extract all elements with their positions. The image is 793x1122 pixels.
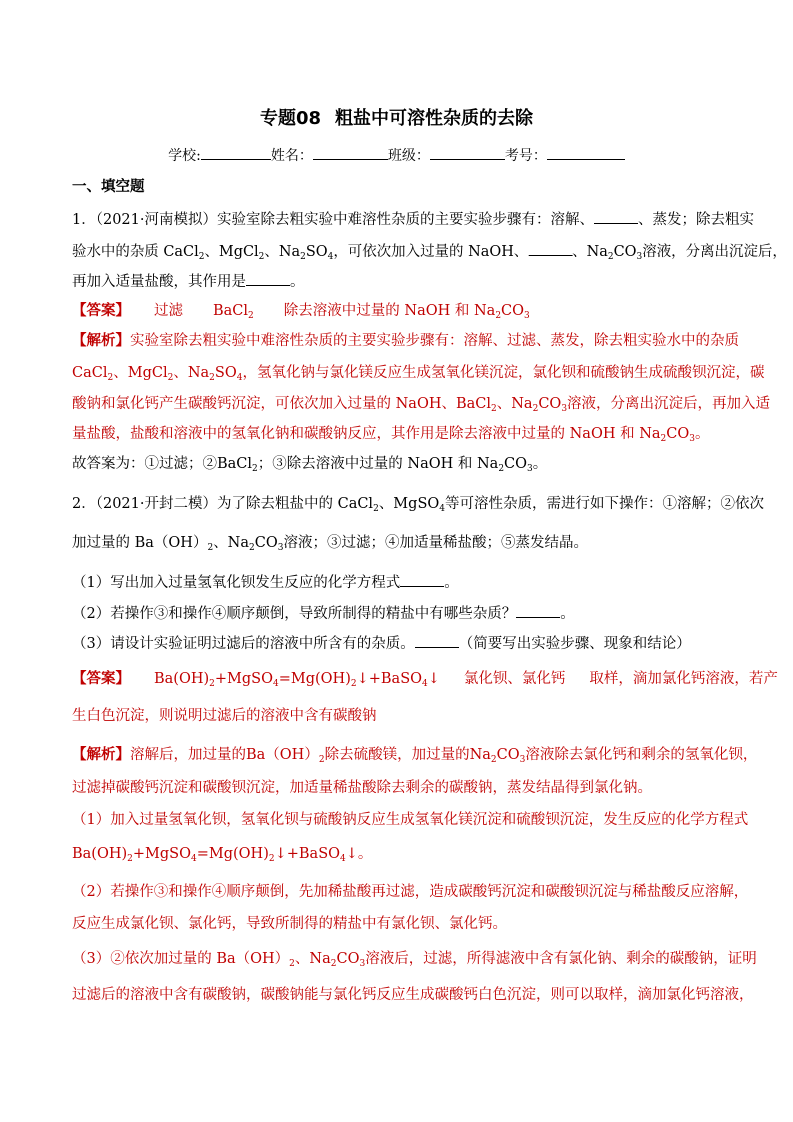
- subscript: 3: [561, 404, 568, 414]
- q1-answer-2: BaCl: [213, 303, 249, 319]
- subscript: 2: [248, 311, 254, 321]
- q1-blank-1[interactable]: [594, 209, 638, 224]
- q1-analysis-text: 、Na: [496, 396, 533, 412]
- subscript: 2: [607, 252, 614, 262]
- q2-sub2: [72, 603, 575, 624]
- subscript: 2: [300, 252, 306, 262]
- q1-text: 再加入适量盐酸，其作用是: [72, 274, 246, 290]
- q2-text: （1）写出加入过量氢氧化钡发生反应的化学方程式: [72, 575, 401, 591]
- q1-text: 溶液，分离出沉淀后，: [642, 244, 787, 260]
- q1-text: 验水中的杂质 CaCl: [72, 244, 199, 260]
- q2-analysis-line8: 过滤后的溶液中含有碳酸钠，碳酸钠能与氯化钙反应生成碳酸钙白色沉淀，则可以取样，滴加氯化钙溶液，: [72, 987, 754, 1003]
- subscript: 2: [207, 543, 214, 553]
- subscript: 2: [107, 373, 114, 383]
- subscript: 3: [636, 252, 643, 262]
- subscript: 3: [524, 311, 530, 321]
- subscript: 2: [209, 679, 215, 689]
- q2-analysis-text: （3）②依次加过量的 Ba（OH）: [72, 951, 290, 967]
- q2-analysis-text: 溶解后，加过量的Ba（OH）: [130, 747, 319, 763]
- exam-no-blank[interactable]: [547, 145, 625, 160]
- subscript: 4: [327, 252, 334, 262]
- q2-text: 2．（2021·开封二模）为了除去粗盐中的 CaCl: [72, 496, 374, 512]
- q2-answer-3: 取样，滴加氯化钙溶液，若产: [589, 671, 778, 687]
- q1-line3: [72, 271, 305, 292]
- q1-analysis-text: CaCl: [72, 365, 108, 381]
- q2-text: （2）若操作③和操作④顺序颠倒，导致所制得的精盐中有哪些杂质？: [72, 606, 517, 622]
- q2-text: 。: [560, 606, 575, 622]
- subscript: 4: [191, 854, 197, 864]
- class-blank[interactable]: [430, 145, 505, 160]
- q1-analysis-line4: [72, 424, 709, 444]
- q1-analysis-text: 实验室除去粗实验中难溶性杂质的主要实验步骤有：溶解、过滤、蒸发，除去粗实验水中的杂质: [130, 333, 739, 349]
- subscript: 2: [167, 373, 174, 383]
- q1-analysis-text: SO: [214, 365, 237, 381]
- q2-analysis-line2: 过滤掉碳酸钙沉淀和碳酸钡沉淀，加适量稀盐酸除去剩余的碳酸钠，蒸发结晶得到氯化钠。: [72, 780, 652, 796]
- q2-equation: ↓。: [345, 846, 373, 862]
- q1-analysis-text: CO: [538, 396, 562, 412]
- q2-equation: +MgSO: [132, 846, 191, 862]
- q2-text: 加过量的 Ba（OH）: [72, 535, 208, 551]
- q2-line2: [72, 533, 588, 553]
- section-heading: 一、填空题: [72, 179, 145, 195]
- exam-no-label: 考号：: [504, 148, 547, 164]
- subscript: 2: [350, 679, 357, 689]
- subscript: 3: [277, 543, 284, 553]
- q2-analysis-line5: （2）若操作③和操作④顺序颠倒，先加稀盐酸再过滤，造成碳酸钙沉淀和碳酸钡沉淀与稀盐酸反应溶解，: [72, 884, 749, 900]
- q2-analysis-line6: 反应生成氯化钡、氯化钙，导致所制得的精盐中有氯化钡、氯化钙。: [72, 916, 507, 932]
- subscript: 2: [373, 504, 379, 514]
- q1-text: 、MgCl: [204, 244, 259, 260]
- q2-analysis-line7: [72, 949, 757, 969]
- q2-equation: ↓+BaSO: [356, 671, 423, 687]
- subscript: 4: [422, 679, 428, 689]
- q2-sub3: [72, 633, 691, 654]
- q1-text: 、Na: [264, 244, 301, 260]
- subscript: 3: [519, 755, 526, 765]
- q2-analysis-line3: （1）加入过量氢氧化钡，氢氧化钡与硫酸钠反应生成氢氧化镁沉淀和硫酸钡沉淀，发生反应的化学方程式: [72, 812, 749, 828]
- q2-equation: Ba(OH): [72, 846, 128, 862]
- title-main: 专题08: [259, 108, 322, 129]
- subscript: 2: [252, 464, 258, 474]
- q1-answer-1: 过滤: [154, 303, 183, 319]
- subscript: 2: [490, 755, 497, 765]
- q2-text: （简要写出实验步骤、现象和结论）: [458, 636, 691, 652]
- q2-blank-1[interactable]: [400, 572, 444, 587]
- q1-conclusion-text: 故答案为：①过滤；②BaCl: [72, 456, 253, 472]
- q2-text: 等可溶性杂质，需进行如下操作：①溶解；②依次: [445, 496, 764, 512]
- name-blank[interactable]: [313, 145, 388, 160]
- school-blank[interactable]: [201, 145, 271, 160]
- q2-text: 溶液；③过滤；④加适量稀盐酸；⑤蒸发结晶。: [283, 535, 588, 551]
- subscript: 2: [127, 854, 133, 864]
- q1-analysis-text: 。: [694, 426, 710, 442]
- answer-label: 【答案】: [72, 302, 130, 319]
- q1-analysis-line1: [72, 331, 739, 351]
- q1-analysis-text: 、Na: [173, 365, 210, 381]
- q1-text: SO: [305, 244, 328, 260]
- analysis-label: 【解析】: [72, 332, 130, 349]
- q1-text: ，可依次加入过量的 NaOH、: [333, 244, 529, 260]
- q2-equation: =Mg(OH): [278, 671, 351, 687]
- q2-equation: +MgSO: [214, 671, 273, 687]
- q1-blank-3[interactable]: [246, 271, 290, 286]
- q2-analysis-text: 溶液后，过滤，所得滤液中含有氯化钠、剩余的碳酸钠，证明: [365, 951, 757, 967]
- subscript: 3: [527, 464, 533, 474]
- q1-text: 。: [290, 274, 305, 290]
- q2-sub1: [72, 572, 459, 593]
- q1-text: 1．（2021·河南模拟）实验室除去粗实验中难溶性杂质的主要实验步骤有：溶解、: [72, 212, 594, 228]
- q2-text: CO: [254, 535, 278, 551]
- q2-text: 。: [444, 575, 459, 591]
- q1-analysis-text: CO: [666, 426, 690, 442]
- q2-analysis-line4: [72, 844, 372, 864]
- subscript: 2: [268, 854, 275, 864]
- q1-analysis-line2: [72, 363, 764, 383]
- q1-text: CO: [613, 244, 637, 260]
- q2-blank-2[interactable]: [516, 603, 560, 618]
- q1-blank-2[interactable]: [528, 241, 572, 256]
- subscript: 2: [498, 464, 505, 474]
- q2-blank-3[interactable]: [415, 633, 459, 648]
- subscript: 2: [532, 404, 539, 414]
- q2-equation: Ba(OH): [154, 671, 210, 687]
- q2-equation: ↓+BaSO: [274, 846, 341, 862]
- subscript: 2: [495, 311, 502, 321]
- q1-conclusion-text: 。: [532, 456, 548, 472]
- q1-answer-3: CO: [501, 303, 525, 319]
- name-label: 姓名：: [270, 148, 313, 164]
- q2-analysis-text: CO: [336, 951, 360, 967]
- subscript: 2: [249, 543, 255, 553]
- subscript: 2: [491, 404, 497, 414]
- q1-analysis-line3: [72, 394, 770, 414]
- page-title: [0, 104, 793, 130]
- q2-equation: =Mg(OH): [196, 846, 269, 862]
- q1-text: 、蒸发；除去粗实: [637, 212, 754, 228]
- q1-analysis-text: 酸钠和氯化钙产生碳酸钙沉淀，可依次加入过量的 NaOH、BaCl: [72, 396, 492, 412]
- student-info-line: [0, 145, 793, 165]
- q1-conclusion: [72, 454, 547, 474]
- analysis-label: 【解析】: [72, 746, 130, 763]
- answer-label: 【答案】: [72, 670, 130, 687]
- subscript: 4: [439, 504, 445, 514]
- school-label: 学校:: [168, 148, 201, 164]
- q1-answer: [72, 301, 530, 321]
- q1-analysis-text: ，氢氧化钠与氯化镁反应生成氢氧化镁沉淀，氯化钡和硫酸钠生成硫酸钡沉淀，碳: [242, 365, 765, 381]
- q1-analysis-text: 量盐酸，盐酸和溶液中的氢氧化钠和碳酸钠反应，其作用是除去溶液中过量的 NaOH 和 Na: [72, 426, 661, 442]
- subscript: 3: [359, 959, 366, 969]
- q2-answer: [72, 669, 778, 689]
- subscript: 2: [209, 373, 215, 383]
- subscript: 4: [236, 373, 243, 383]
- q1-line1: [72, 209, 754, 230]
- subscript: 4: [273, 679, 279, 689]
- title-sub: 粗盐中可溶性杂质的去除: [335, 108, 534, 129]
- q1-analysis-text: 、MgCl: [113, 365, 168, 381]
- q2-line1: [72, 494, 764, 514]
- subscript: 4: [340, 854, 346, 864]
- q2-text: 、MgSO: [378, 496, 440, 512]
- q1-conclusion-text: CO: [504, 456, 528, 472]
- subscript: 2: [289, 959, 295, 969]
- q2-text: （3）请设计实验证明过滤后的溶液中所含有的杂质。: [72, 636, 415, 652]
- q2-analysis-line1: [72, 745, 757, 765]
- q2-analysis-text: 溶液除去氯化钙和剩余的氢氧化钡，: [525, 747, 758, 763]
- q2-analysis-text: 除去硫酸镁，加过量的Na: [324, 747, 491, 763]
- subscript: 2: [330, 959, 337, 969]
- q1-line2: [72, 241, 787, 262]
- subscript: 2: [258, 252, 265, 262]
- q2-answer-line2: 生白色沉淀，则说明过滤后的溶液中含有碳酸钠: [72, 708, 377, 724]
- q1-analysis-text: 溶液，分离出沉淀后，再加入适: [567, 396, 771, 412]
- q1-answer-3: 除去溶液中过量的 NaOH 和 Na: [283, 303, 496, 319]
- q2-analysis-text: 、Na: [294, 951, 331, 967]
- class-label: 班级：: [387, 148, 430, 164]
- q2-equation: ↓: [427, 671, 440, 687]
- subscript: 2: [198, 252, 205, 262]
- subscript: 3: [689, 434, 695, 444]
- subscript: 2: [318, 755, 325, 765]
- q2-analysis-text: CO: [496, 747, 520, 763]
- q2-answer-2: 氯化钡、氯化钙: [463, 671, 566, 687]
- q1-conclusion-text: ；③除去溶液中过量的 NaOH 和 Na: [257, 456, 499, 472]
- subscript: 2: [660, 434, 667, 444]
- q2-text: 、Na: [213, 535, 250, 551]
- q1-text: 、Na: [572, 244, 608, 260]
